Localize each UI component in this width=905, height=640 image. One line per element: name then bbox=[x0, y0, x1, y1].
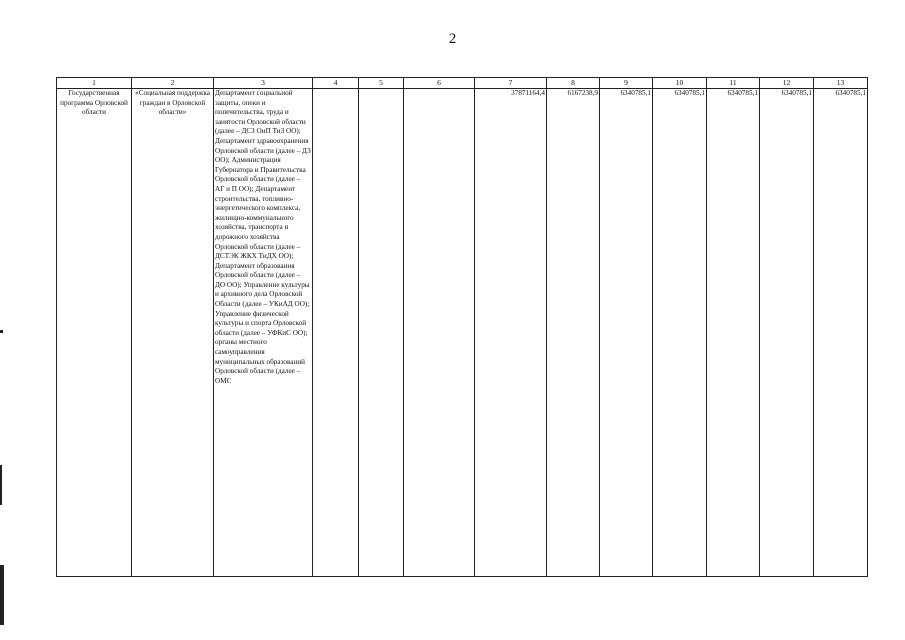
value-cell: 6340785,1 bbox=[653, 89, 707, 577]
value-cell: 6167238,9 bbox=[547, 89, 600, 577]
scan-mark bbox=[0, 330, 3, 333]
program-type-cell: Государственная программа Орловской области bbox=[57, 89, 132, 577]
value-cell: 6340785,1 bbox=[760, 89, 814, 577]
table-cell bbox=[404, 89, 475, 577]
value-cell: 6340785,1 bbox=[600, 89, 653, 577]
column-header: 13 bbox=[814, 78, 868, 89]
column-header: 3 bbox=[214, 78, 313, 89]
total-value-cell: 37871164,4 bbox=[475, 89, 547, 577]
header-row bbox=[57, 78, 868, 89]
column-header: 10 bbox=[653, 78, 707, 89]
column-header: 11 bbox=[707, 78, 760, 89]
column-header: 1 bbox=[57, 78, 132, 89]
column-header: 7 bbox=[475, 78, 547, 89]
column-header: 5 bbox=[359, 78, 404, 89]
table-row bbox=[57, 89, 868, 577]
data-table bbox=[56, 77, 868, 577]
scan-mark bbox=[0, 565, 4, 625]
table-cell bbox=[313, 89, 359, 577]
column-header: 9 bbox=[600, 78, 653, 89]
program-name-cell: «Социальная поддержка граждан в Орловской области» bbox=[132, 89, 214, 577]
value-cell: 6340785,1 bbox=[814, 89, 868, 577]
page-number: 2 bbox=[448, 31, 457, 47]
value-cell: 6340785,1 bbox=[707, 89, 760, 577]
column-header: 4 bbox=[313, 78, 359, 89]
column-header: 6 bbox=[404, 78, 475, 89]
table-cell bbox=[359, 89, 404, 577]
column-header: 8 bbox=[547, 78, 600, 89]
executors-cell: Департамент социальной защиты, опеки и попечительства, труда и занятости Орловской области (далее – ДСЗ ОиП ТиЗ ОО); Департамент здравоохранения Орловской области (далее – ДЗ ОО); Администрация Губернатора и Правительства Орловской области (далее – АГ и П ОО); Департамент строительства, топливно-энергетического комплекса, жилищно-коммунального хозяйства, транспорта и дорожного хозяйства Орловской области (далее – ДСТЭК ЖКХ ТиДХ ОО); Департамент образования Орловской области (далее – ДО ОО); Управление культуры и архивного дела Орловской Области (далее – УКиАД ОО); Управление физической культуры и спорта Орловской области (далее – УФКиС ОО); органы местного самоуправления муниципальных образований Орловской области (далее – ОМС bbox=[214, 89, 313, 577]
scan-mark bbox=[0, 465, 2, 505]
column-header: 12 bbox=[760, 78, 814, 89]
column-header: 2 bbox=[132, 78, 214, 89]
